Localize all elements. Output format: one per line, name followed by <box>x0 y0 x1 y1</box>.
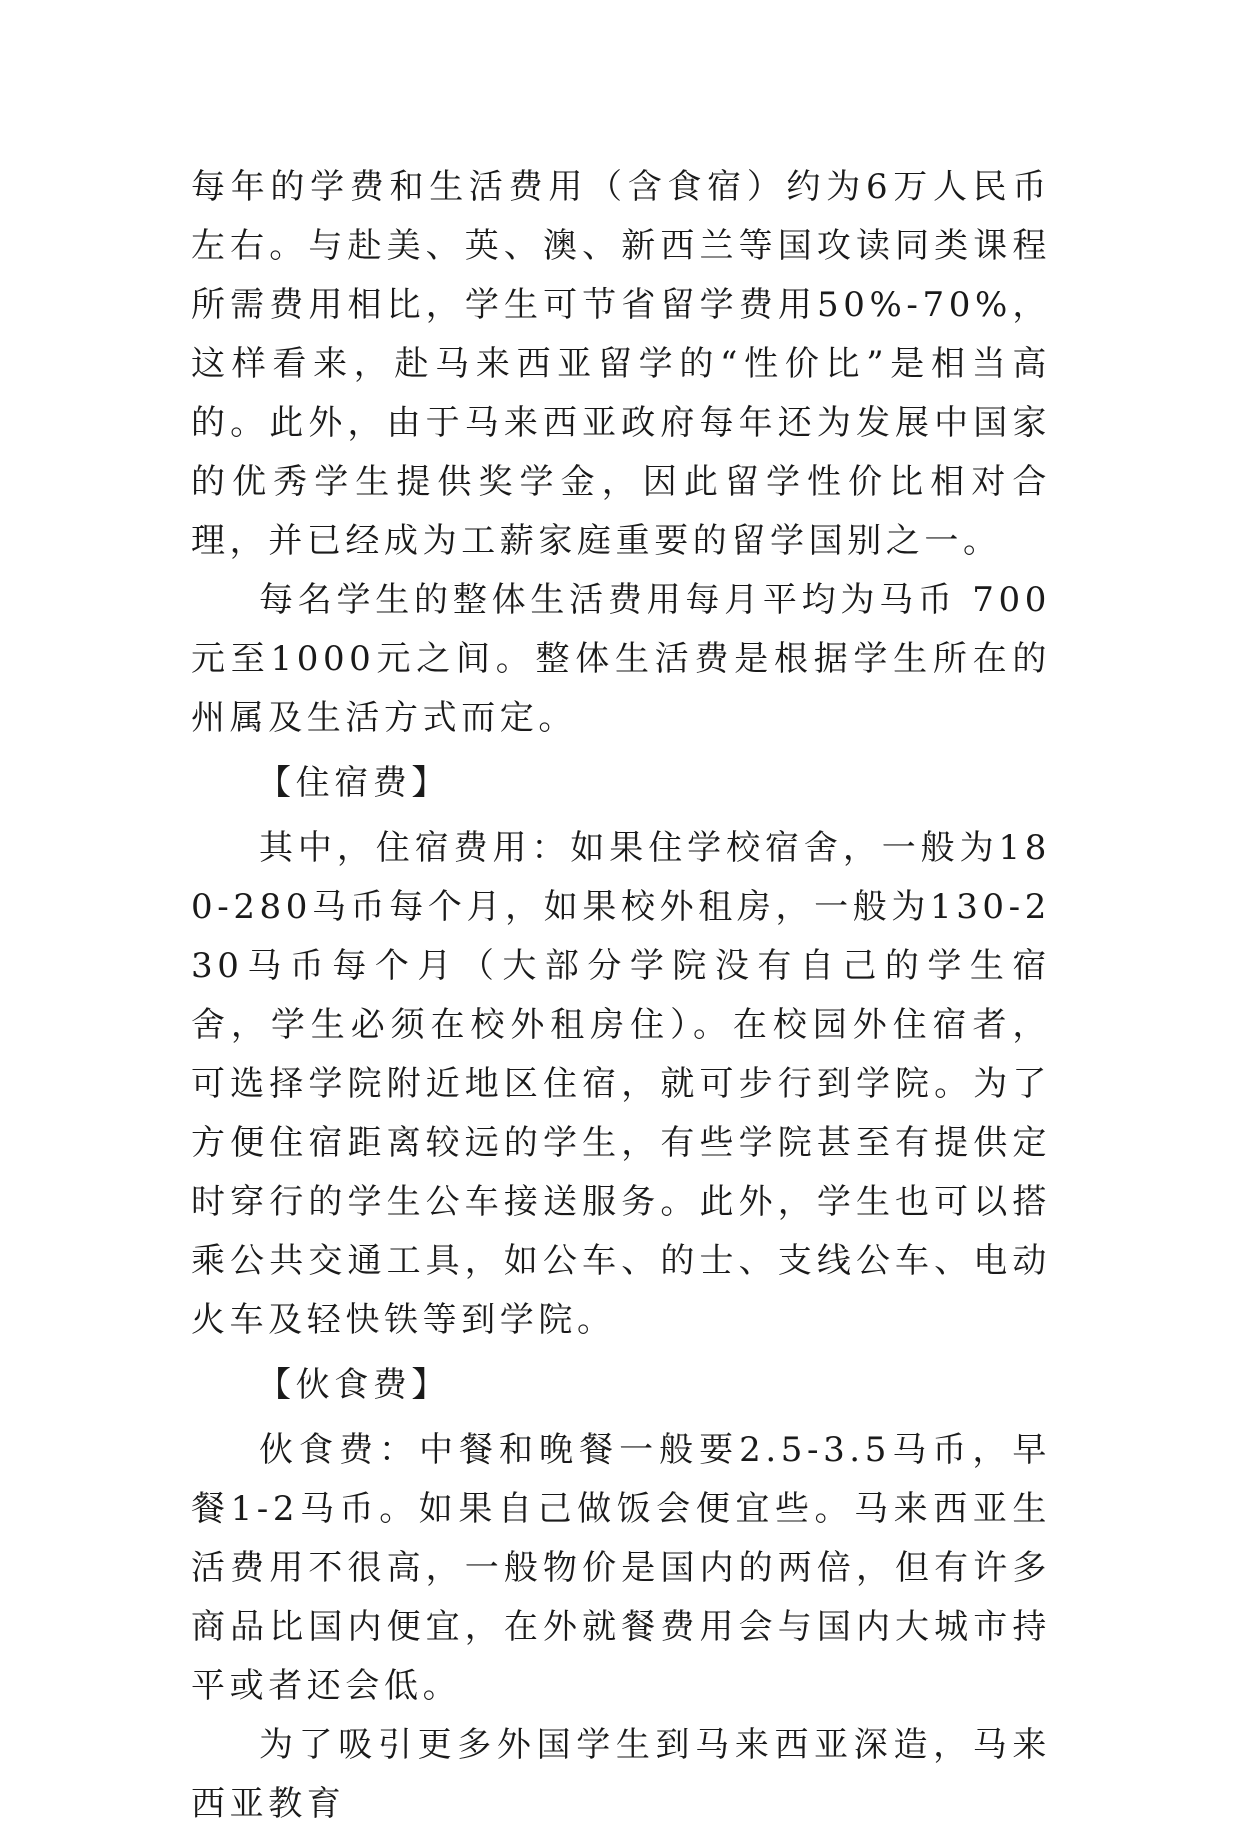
document-body <box>191 158 1051 1834</box>
paragraph-meals: 伙食费：中餐和晚餐一般要2.5-3.5马币，早餐1-2马币。如果自己做饭会便宜些。马来西亚生活费用不很高，一般物价是国内的两倍，但有许多商品比国内便宜，在外就餐费用会与国内大城市持平或者还会低。 <box>191 1430 1051 1706</box>
paragraph-education-intro: 为了吸引更多外国学生到马来西亚深造，马来西亚教育 <box>191 1725 1051 1824</box>
section-heading-meals: 【伙食费】 <box>257 1365 450 1405</box>
paragraph-monthly-living-cost: 每名学生的整体生活费用每月平均为马币 700元至1000元之间。整体生活费是根据学生所在的州属及生活方式而定。 <box>191 580 1051 738</box>
paragraph-tuition-overview: 每年的学费和生活费用（含食宿）约为6万人民币左右。与赴美、英、澳、新西兰等国攻读同类课程所需费用相比，学生可节省留学费用50%-70%，这样看来，赴马来西亚留学的“性价比”是相当高的。此外，由于马来西亚政府每年还为发展中国家的优秀学生提供奖学金，因此留学性价比相对合理，并已经成为工薪家庭重要的留学国别之一。 <box>191 167 1051 561</box>
section-heading-accommodation: 【住宿费】 <box>257 763 450 803</box>
paragraph-accommodation: 其中，住宿费用：如果住学校宿舍，一般为180-280马币每个月，如果校外租房，一般为130-230马币每个月（大部分学院没有自己的学生宿舍，学生必须在校外租房住）。在校园外住宿者，可选择学院附近地区住宿，就可步行到学院。为了方便住宿距离较远的学生，有些学院甚至有提供定时穿行的学生公车接送服务。此外，学生也可以搭乘公共交通工具，如公车、的士、支线公车、电动火车及轻快铁等到学院。 <box>191 828 1051 1340</box>
